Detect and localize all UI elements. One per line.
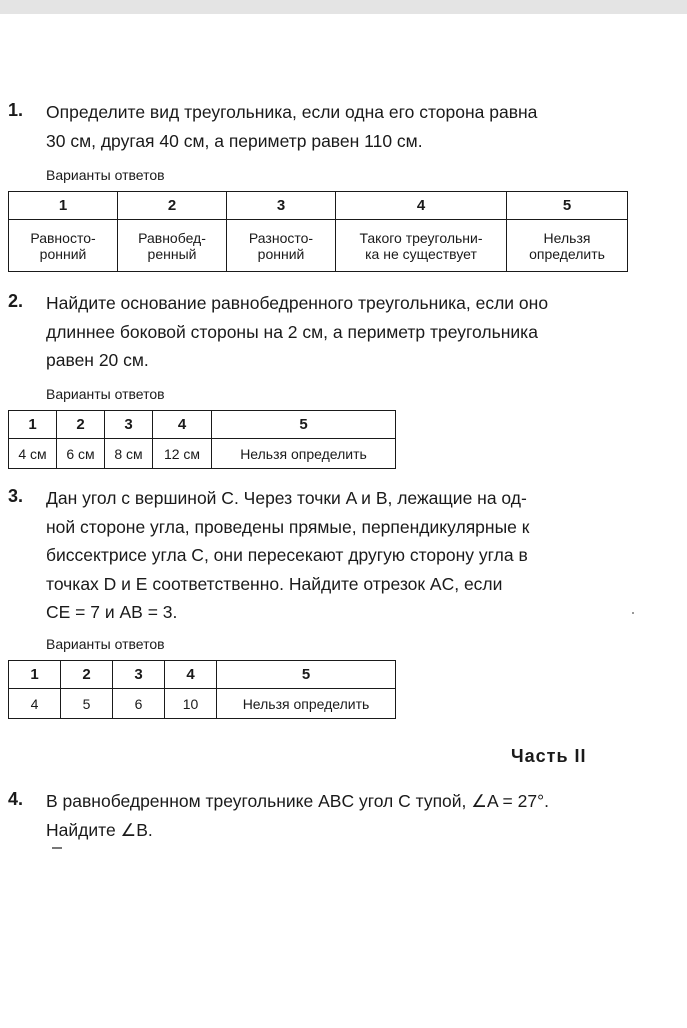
speck bbox=[632, 612, 634, 614]
answer-header: 3 bbox=[227, 192, 336, 220]
section-title: Часть II bbox=[511, 746, 587, 766]
question-line: биссектрисе угла C, они пересекают другую сторону угла в bbox=[46, 545, 528, 565]
answer-header: 5 bbox=[217, 661, 396, 689]
answers-table-3 bbox=[8, 660, 396, 719]
answer-line: Равнобед- bbox=[138, 229, 206, 246]
answers-caption: Варианты ответов bbox=[46, 636, 165, 652]
question-number: 3. bbox=[8, 486, 24, 506]
answer-cell: 4 bbox=[9, 689, 61, 719]
question-line: CE = 7 и AB = 3. bbox=[46, 602, 178, 622]
answer-line: Разносто- bbox=[248, 229, 314, 246]
question-line: 30 см, другая 40 см, а периметр равен 110 см. bbox=[46, 130, 423, 151]
answer-line: определить bbox=[529, 245, 605, 262]
question-text bbox=[46, 787, 636, 844]
answer-header: 2 bbox=[118, 192, 227, 220]
answer-cell: 8 см bbox=[105, 439, 153, 469]
question-text bbox=[46, 289, 636, 375]
question-text bbox=[46, 98, 636, 155]
answer-cell: 4 см bbox=[9, 439, 57, 469]
answer-header: 3 bbox=[105, 411, 153, 439]
answer-header: 1 bbox=[9, 192, 118, 220]
answer-line: Такого треугольни- bbox=[359, 229, 483, 246]
answer-cell bbox=[118, 220, 227, 272]
answer-cell bbox=[336, 220, 507, 272]
answers-table-1 bbox=[8, 191, 628, 272]
answer-header: 5 bbox=[212, 411, 396, 439]
answers-caption: Варианты ответов bbox=[46, 167, 165, 183]
question-line: длиннее боковой стороны на 2 см, а периметр треугольника bbox=[46, 321, 538, 342]
question-line: Найдите основание равнобедренного треугольника, если оно bbox=[46, 293, 549, 313]
answer-cell: 12 см bbox=[153, 439, 212, 469]
answer-header: 4 bbox=[153, 411, 212, 439]
answer-line: ка не существует bbox=[365, 245, 477, 262]
answer-header: 2 bbox=[61, 661, 113, 689]
answer-cell: 5 bbox=[61, 689, 113, 719]
question-line: Определите вид треугольника, если одна его сторона равна bbox=[46, 102, 538, 122]
question-line: Дан угол с вершиной C. Через точки A и B, лежащие на од- bbox=[46, 488, 527, 508]
question-line: В равнобедренном треугольнике ABC угол C тупой, ∠A = 27°. bbox=[46, 791, 549, 811]
question-number: 4. bbox=[8, 789, 24, 809]
answer-header: 1 bbox=[9, 411, 57, 439]
question-line: равен 20 см. bbox=[46, 350, 149, 370]
answer-cell bbox=[507, 220, 628, 272]
answer-header: 4 bbox=[336, 192, 507, 220]
answer-header: 3 bbox=[113, 661, 165, 689]
answer-header: 2 bbox=[57, 411, 105, 439]
answer-cell: 6 bbox=[113, 689, 165, 719]
answer-line: ронний bbox=[257, 245, 305, 262]
top-bar bbox=[0, 0, 687, 14]
answer-cell bbox=[227, 220, 336, 272]
answer-line: ронний bbox=[39, 245, 87, 262]
answer-line: ренный bbox=[147, 245, 197, 262]
answer-cell: 10 bbox=[165, 689, 217, 719]
answer-header: 5 bbox=[507, 192, 628, 220]
question-number: 2. bbox=[8, 291, 24, 311]
answers-table-2 bbox=[8, 410, 396, 469]
answer-line: Равносто- bbox=[30, 229, 96, 246]
answer-cell: 6 см bbox=[57, 439, 105, 469]
answer-header: 4 bbox=[165, 661, 217, 689]
answer-header: 1 bbox=[9, 661, 61, 689]
answer-cell: Нельзя определить bbox=[217, 689, 396, 719]
question-number: 1. bbox=[8, 100, 24, 120]
question-line: ной стороне угла, проведены прямые, перпендикулярные к bbox=[46, 516, 530, 537]
question-line: точках D и E соответственно. Найдите отрезок AC, если bbox=[46, 573, 503, 594]
cut-off-text-fragment bbox=[52, 847, 62, 849]
question-line: Найдите ∠B. bbox=[46, 819, 153, 840]
answer-cell: Нельзя определить bbox=[212, 439, 396, 469]
answers-caption: Варианты ответов bbox=[46, 386, 165, 402]
question-text bbox=[46, 484, 636, 627]
answer-cell bbox=[9, 220, 118, 272]
answer-line: Нельзя bbox=[543, 229, 591, 246]
